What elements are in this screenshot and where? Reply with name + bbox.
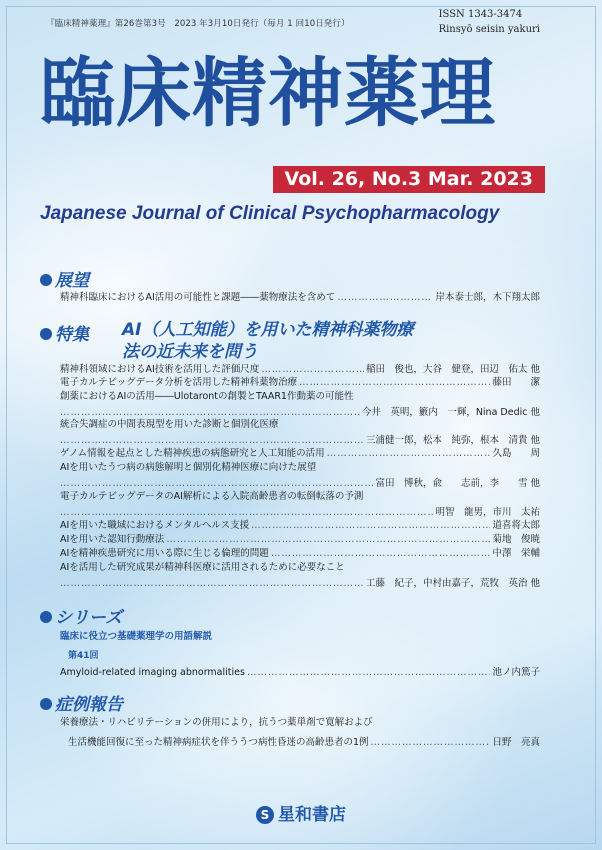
leader-dots xyxy=(337,292,433,304)
toc-entry[interactable]: AIを活用した研究成果が精神科医療に活用されるために必要なこと ………………………………………………………………………………………………………………………………………………………………………………………… 工藤 紀子，中村由嘉子，荒牧 英治 他 xyxy=(60,562,540,590)
toc-entry[interactable]: 精神科領域におけるAI技術を活用した評価尺度 ………………………………………………………………………………………………………………………………………………………………………………………… 稲田 俊也，大谷 健登，田辺 佑太 他 xyxy=(60,364,540,376)
leader-dots xyxy=(371,737,491,749)
bullet-dot-icon xyxy=(40,328,52,340)
leader-dots xyxy=(60,435,364,447)
english-title: Japanese Journal of Clinical Psychopharmacology xyxy=(40,203,500,224)
section-heading-tokushu: 特集 xyxy=(40,320,89,345)
toc-entry[interactable]: Amyloid-related imaging abnormalities ………………………………………………………………………………………………………………………………………………………………………………………… 池ノ内篤子 xyxy=(60,667,540,679)
leader-dots xyxy=(247,667,491,679)
section-heading-series: シリーズ xyxy=(40,603,122,628)
leader-dots xyxy=(60,478,373,490)
series-subtitle: 臨床に役立つ基礎薬理学の用語解説 xyxy=(60,631,213,642)
leader-dots xyxy=(261,364,364,376)
leader-dots xyxy=(60,407,360,419)
feature-title: AI（人工知能）を用いた精神科薬物療 法の近未来を問う xyxy=(122,320,414,362)
issn-block xyxy=(439,7,540,37)
publisher xyxy=(0,800,602,825)
leader-dots xyxy=(299,377,490,389)
toc-entry[interactable]: 栄養療法・リハビリテーションの併用により，抗うつ薬単剤で寛解および 生活機能回復に至った精神病症状を伴ううつ病性昏迷の高齢患者の1例 ………………………………………………………………………………………………………………………………………………………………………………………… 日野 亮真 xyxy=(60,717,540,749)
toc-entry[interactable]: ゲノム情報を起点とした精神疾患の病態研究と人工知能の活用 ………………………………………………………………………………………………………………………………………………………………………………………… 久島 周 xyxy=(60,448,540,460)
bullet-dot-icon xyxy=(40,274,52,286)
toc-entry[interactable]: 電子カルテビッグデータのAI解析による入院高齢患者の転倒転落の予測 ………………………………………………………………………………………………………………………………………………………………………………………… 明智 龍男，市川 太祐 xyxy=(60,491,540,519)
leader-dots xyxy=(60,578,364,590)
leader-dots xyxy=(60,507,433,519)
journal-romaji: Rinsyō seisin yakuri xyxy=(438,24,540,35)
toc-entry[interactable]: AIを用いたうつ病の病態解明と個別化精神医療に向けた展望 ………………………………………………………………………………………………………………………………………………………………………………………… 富田 博秋，兪 志前，李 雪 他 xyxy=(60,462,540,490)
toc-entry[interactable]: 電子カルテビッグデータ分析を活用した精神科薬物治療 ………………………………………………………………………………………………………………………………………………………………………………………… 藤田 潔 xyxy=(60,377,540,389)
bullet-dot-icon xyxy=(40,611,52,623)
toc-entry[interactable]: 創薬におけるAIの活用――Ulotarontの創製とTAAR1作動薬の可能性 ………………………………………………………………………………………………………………………………………………………………………………………… 今井 英明，籔内 一輝，Nina Dedic 他 xyxy=(60,391,540,419)
series-number: 第41回 xyxy=(68,651,99,661)
leader-dots xyxy=(166,534,490,546)
toc-entry[interactable]: AIを用いた職域におけるメンタルヘルス支援 ………………………………………………………………………………………………………………………………………………………………………………………… 道喜将太郎 xyxy=(60,520,540,532)
issn-number: ISSN 1343-3474 xyxy=(438,9,523,20)
toc-entry[interactable]: AIを用いた認知行動療法 ………………………………………………………………………………………………………………………………………………………………………………………… 菊地 俊暁 xyxy=(60,534,540,546)
seiwa-logo-icon: S xyxy=(256,806,274,824)
publisher-name: 星和書店 xyxy=(278,805,346,825)
bullet-dot-icon xyxy=(40,698,52,710)
issue-info-line: 『臨床精神薬理』第26巻第3号 2023 年3月10日発行（毎月 1 回10日発行） xyxy=(46,19,350,29)
section-heading-case: 症例報告 xyxy=(40,690,123,715)
leader-dots xyxy=(327,448,491,460)
toc-entry[interactable]: 統合失調症の中間表現型を用いた診断と個別化医療 ………………………………………………………………………………………………………………………………………………………………………………………… 三浦健一郎，松本 純弥，根本 清貴 他 xyxy=(60,419,540,447)
toc-entry[interactable]: AIを精神疾患研究に用いる際に生じる倫理的問題 ………………………………………………………………………………………………………………………………………………………………………………………… 中澤 栄輔 xyxy=(60,548,540,560)
leader-dots xyxy=(271,548,491,560)
volume-badge: Vol. 26, No.3 Mar. 2023 xyxy=(273,166,545,193)
journal-title: 臨床精神薬理 xyxy=(40,49,497,137)
leader-dots xyxy=(251,520,490,532)
section-heading-tenbo: 展望 xyxy=(40,266,89,291)
toc-entry[interactable]: 精神科臨床におけるAI活用の可能性と課題――薬物療法を含めて ………………………………………………………………………………………………………………………………………………………………………………………… 岸本泰士郎，木下翔太郎 xyxy=(60,292,540,304)
